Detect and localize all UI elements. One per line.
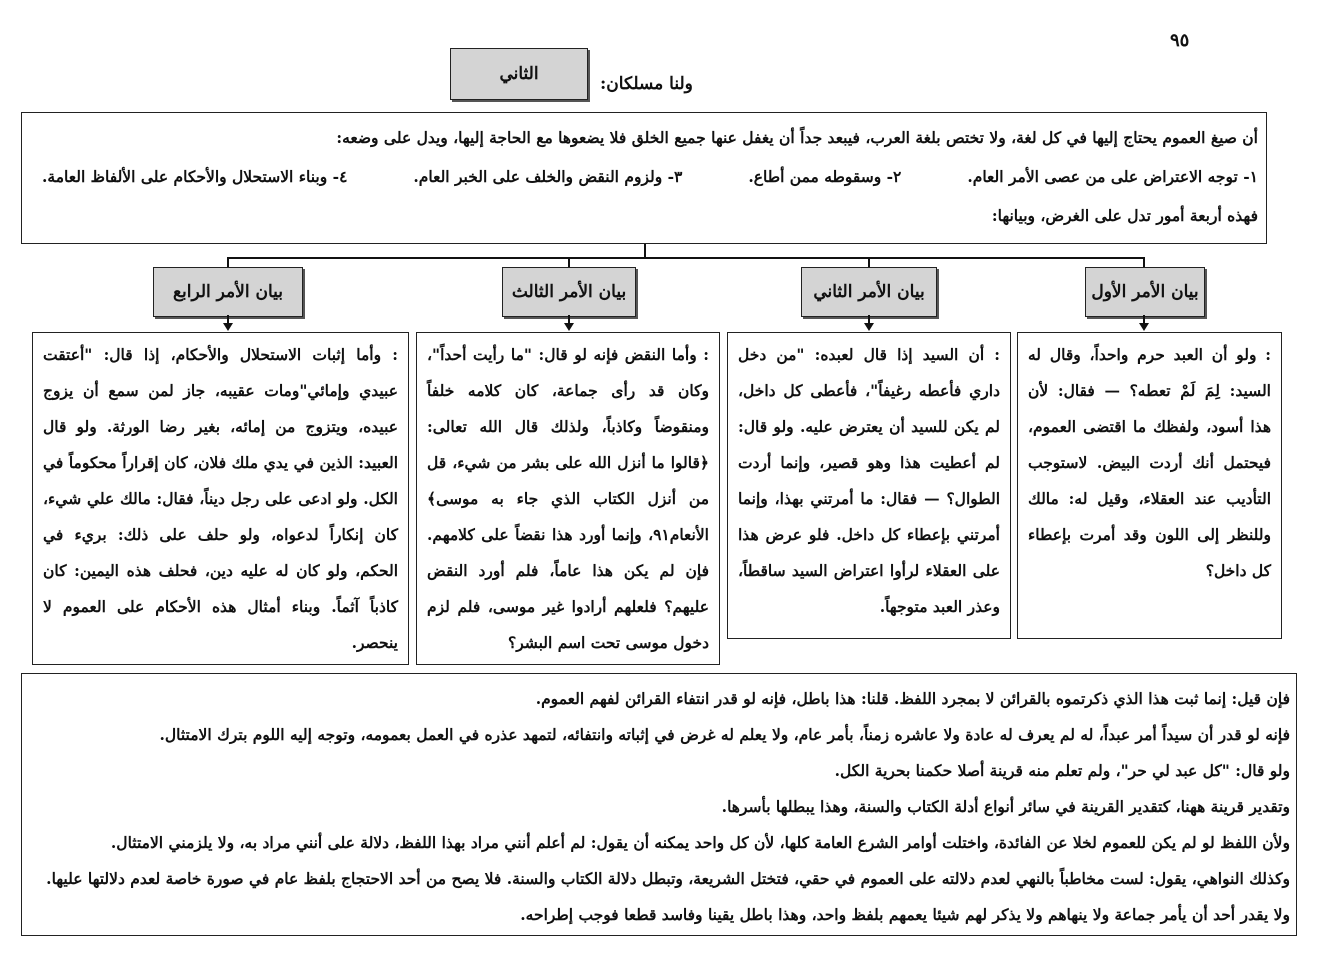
intro-items-row: [42, 167, 1258, 186]
intro-item-3: ٣- ولزوم النقض والخلف على الخبر العام.: [413, 167, 683, 186]
bottom-line-2: فإنه لو قدر أن سيداً أمر عبداً، له لم يعرف له عادة ولا عاشره زمناً، بأمر عام، ولا يعلم له غرض في إثباته وانتفائه، لتمهد عذره في العمل بعمومه، وتوجه إليه اللوم بترك الامتثال.: [159, 725, 1290, 744]
intro-item-1: ١- توجه الاعتراض على من عصى الأمر العام.: [967, 167, 1258, 186]
column-title-4: بيان الأمر الرابع: [172, 282, 284, 302]
bottom-line-5: ولأن اللفظ لو لم يكن للعموم لخلا عن الفائدة، واختلت أوامر الشرع العامة كلها، لأن كل واحد يمكنه أن يقول: لم أعلم أنني مراد بهذا اللفظ، دلالة على أنني مراد به، ولا يلزمني الامتثال.: [110, 833, 1290, 852]
column-box-3: : وأما النقض فإنه لو قال: "ما رأيت أحداً"، وكان قد رأى جماعة، كان كلامه خلفاً ومنقوضاً وكاذباً، ولذلك قال الله تعالى: ﴿قالوا ما أنزل الله على بشر من شيء، قل من أنزل الكتاب الذي جاء به موسى﴾ الأنعام٩١، وإنما أورد هذا نقضاً على كلامهم. فإن لم يكن هذا عاماً، فلم أورد النقض عليهم؟ فلعلهم أرادوا غير موسى، فلم لزم دخول موسى تحت اسم البشر؟: [416, 332, 720, 665]
bottom-line-7: ولا يقدر أحد أن يأمر جماعة ولا ينهاهم ولا يذكر لهم شيئا يعمهم بلفظ واحد، وهذا باطل يقينا وفاسد قطعا فوجب إطراحه.: [520, 905, 1290, 924]
column-title-box-2: [801, 267, 937, 317]
bottom-frame: [21, 673, 1297, 936]
column-title-3: بيان الأمر الثالث: [511, 282, 627, 302]
bottom-line-6: وكذلك النواهي، يقول: لست مخاطباً بالنهي لعدم دلالته على العموم في حقي، فتختل الشريعة، وتبطل دلالة الكتاب والسنة. فلا يصح من أحد الاحتجاج بلفظ عام في صورة خاصة لعدم دلالتها عليها.: [46, 869, 1290, 888]
column-title-box-3: [502, 267, 636, 317]
column-title-2: بيان الأمر الثاني: [813, 282, 925, 302]
connector-drop-3: [568, 257, 570, 267]
intro-item-2: ٢- وسقوطه ممن أطاع.: [748, 167, 902, 186]
bottom-line-3: ولو قال: "كل عبد لي حر"، ولم تعلم منه قرينة أصلا حكمنا بحرية الكل.: [834, 761, 1290, 780]
column-box-1: : ولو أن العبد حرم واحداً، وقال له السيد: لِمَ لَمْ تعطه؟ — فقال: لأن هذا أسود، ولفظك ما اقتضى العموم، فيحتمل أنك أردت البيض. لاستوجب التأديب عند العقلاء، وقيل له: مالك وللنظر إلى اللون وقد أمرت بإعطاء كل داخل؟: [1017, 332, 1282, 639]
section-title: الثاني: [499, 64, 539, 84]
section-title-box: [450, 48, 588, 100]
bottom-line-1: فإن قيل: إنما ثبت هذا الذي ذكرتموه بالقرائن لا بمجرد اللفظ. قلنا: هذا باطل، فإنه لو قدر انتفاء القرائن لفهم العموم.: [535, 689, 1290, 708]
intro-line-1: أن صيغ العموم يحتاج إليها في كل لغة، ولا تختص بلغة العرب، فيبعد جداً أن يغفل عنها جميع الخلق فلا يضعوها مع الحاجة إليها، ويدل على وضعه:: [336, 128, 1258, 147]
column-title-box-1: [1085, 267, 1205, 317]
column-box-4: : وأما إثبات الاستحلال والأحكام، إذا قال: "أعتقت عبيدي وإمائي"ومات عقيبه، جاز لمن سمع أن يزوج عبيده، ويتزوج من إمائه، بغير رضا الورثة. ولو قال العبيد: الذين في يدي ملك فلان، كان إقراراً محكوماً في الكل. ولو ادعى على رجل ديناً، فقال: مالك علي شيء، كان إنكاراً لدعواه، ولو حلف على ذلك: بريء في الحكم، ولو كان له عليه دين، فحلف هذه اليمين: كان كاذباً آثماً. وبناء أمثال هذه الأحكام على العموم لا ينحصر.: [32, 332, 409, 665]
arrow-down-icon: [564, 323, 574, 331]
connector-drop-2: [868, 257, 870, 267]
arrow-down-icon: [223, 323, 233, 331]
arrow-down-icon: [1139, 323, 1149, 331]
connector-stem: [644, 244, 646, 258]
page-number: ٩٥: [1170, 30, 1190, 51]
intro-frame: [21, 112, 1267, 244]
column-title-box-4: [153, 267, 303, 317]
intro-line-3: فهذه أربعة أمور تدل على الغرض، وبيانها:: [991, 206, 1258, 225]
connector-drop-4: [227, 257, 229, 267]
arrow-down-icon: [864, 323, 874, 331]
connector-bar: [227, 257, 1144, 259]
column-box-2: : أن السيد إذا قال لعبده: "من دخل داري فأعطه رغيفاً"، فأعطى كل داخل، لم يكن للسيد أن يعترض عليه. ولو قال: لم أعطيت هذا وهو قصير، وإنما أردت الطوال؟ — فقال: ما أمرتني بهذا، وإنما أمرتني بإعطاء كل داخل. فلو عرض هذا على العقلاء لرأوا اعتراض السيد ساقطاً، وعذر العبد متوجهاً.: [727, 332, 1011, 639]
section-intro-label: ولنا مسلكان:: [600, 74, 693, 94]
connector-drop-1: [1143, 257, 1145, 267]
bottom-line-4: وتقدير قرينة ههنا، كتقدير القرينة في سائر أنواع أدلة الكتاب والسنة، وهذا يبطلها بأسرها.: [721, 797, 1290, 816]
column-title-1: بيان الأمر الأول: [1091, 282, 1199, 302]
intro-item-4: ٤- وبناء الاستحلال والأحكام على الألفاظ العامة.: [42, 167, 348, 186]
